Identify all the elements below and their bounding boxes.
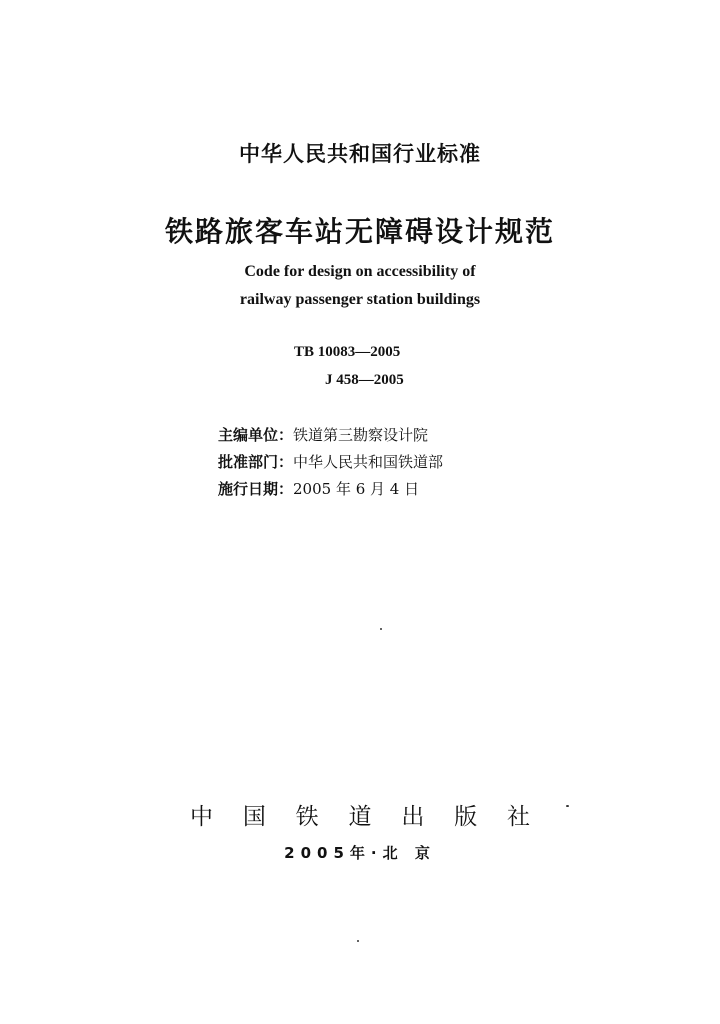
info-row-editor <box>218 424 428 445</box>
document-title-english-line1: Code for design on accessibility of <box>244 263 476 280</box>
publisher-char: 国 <box>242 804 266 830</box>
publisher-char: 社 <box>506 804 530 830</box>
document-title-english-line2: railway passenger station buildings <box>239 291 481 308</box>
scan-speck <box>380 628 382 630</box>
info-row-effective-date <box>218 478 419 499</box>
publisher-char: 出 <box>401 804 425 830</box>
scan-speck <box>357 940 359 942</box>
publisher-char: 道 <box>348 804 372 830</box>
publisher-char: 版 <box>454 804 478 830</box>
standard-code-j: J 458—2005 <box>325 372 404 388</box>
document-title-chinese: 铁路旅客车站无障碍设计规范 <box>164 215 555 248</box>
publication-date-place: 2005年·北 京 <box>284 844 436 862</box>
editor-value: 铁道第三勘察设计院 <box>293 426 429 444</box>
approver-value: 中华人民共和国铁道部 <box>293 453 444 471</box>
standard-code-tb: TB 10083—2005 <box>294 344 401 360</box>
publisher-char: 铁 <box>295 804 319 830</box>
editor-label: 主编单位： <box>218 426 294 444</box>
scan-speck <box>566 805 569 807</box>
publisher-name <box>190 798 530 831</box>
publisher-char: 中 <box>190 804 213 830</box>
effective-date-value: 2005 年 6 月 4 日 <box>293 480 420 498</box>
approver-label: 批准部门： <box>218 453 294 471</box>
info-row-approver <box>218 451 443 472</box>
standard-category: 中华人民共和国行业标准 <box>239 142 481 166</box>
effective-date-label: 施行日期： <box>218 480 294 498</box>
